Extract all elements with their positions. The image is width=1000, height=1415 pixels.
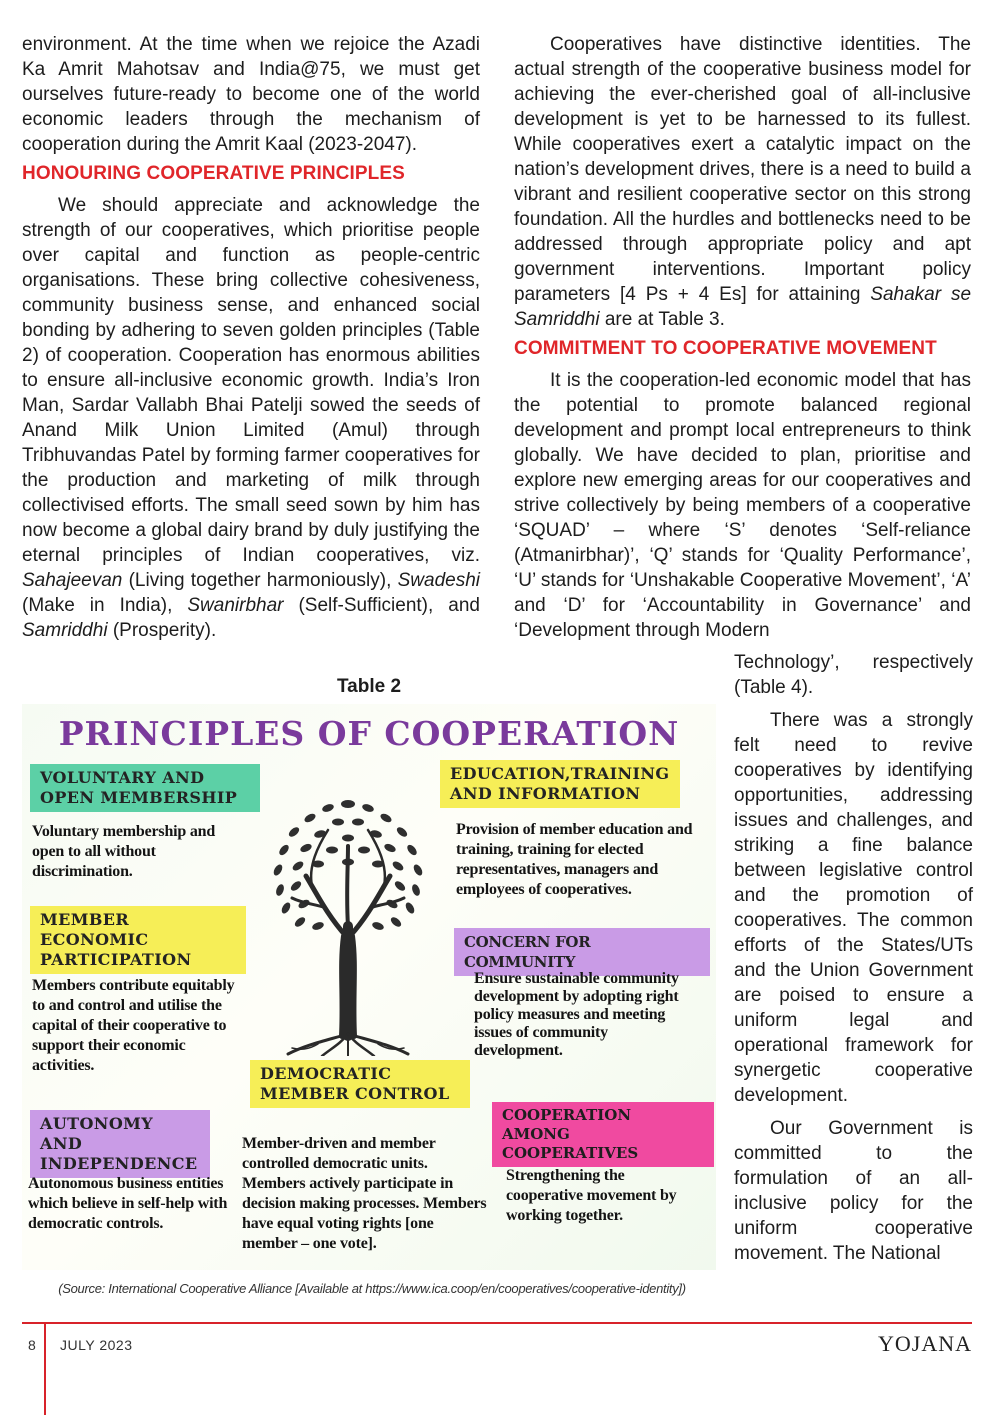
principle-tag-economic: MEMBER ECONOMIC PARTICIPATION: [30, 906, 246, 974]
narrow-paragraph-4: Our Government is committed to the formulation of an all-inclusive policy for the uniform cooperative movement. The National: [734, 1118, 973, 1264]
gloss-sahajeevan: (Living together harmoniously),: [122, 570, 398, 591]
principle-desc-concern: Ensure sustainable community development by adopting right policy measures and meeting issues of community development.: [474, 970, 679, 1059]
section-heading-commitment: COMMITMENT TO COOPERATIVE MOVEMENT: [514, 338, 937, 359]
magazine-name: YOJANA: [878, 1331, 972, 1356]
narrow-paragraph-tail: Technology’, respectively (Table 4).: [734, 652, 973, 698]
tree-icon: [248, 786, 448, 1056]
principle-desc-education: Provision of member education and training, training for elected representatives, managers and employees of cooperatives.: [456, 821, 693, 898]
term-swadeshi: Swadeshi: [397, 570, 480, 591]
right-column: [514, 32, 971, 643]
term-sahajeevan: Sahajeevan: [22, 570, 123, 591]
issue-date: JULY 2023: [60, 1337, 133, 1353]
principle-desc-autonomy: Autonomous business entities which believe in self-help with democratic controls.: [28, 1175, 228, 1232]
footer-rule: [22, 1322, 972, 1324]
principle-tag-education: EDUCATION,TRAINING AND INFORMATION: [440, 760, 680, 808]
footer-vertical-rule: [44, 1322, 46, 1415]
right-paragraph-2: It is the cooperation-led economic model that has the potential to promote balanced regional development and prompt local entrepreneurs to think globally. We have decided to plan, prioritise and explore new emerging areas for our cooperatives and strive collectively by being members of a cooperative ‘SQUAD’ – where ‘S’ denotes ‘Self-reliance (Atmanirbhar)’, ‘Q’ stands for ‘Quality Performance’, ‘U’ stands for ‘Unshakable Cooperative Movement’, ‘A’ and ‘D’ for ‘Accountability in Governance’ and ‘Development through Modern: [514, 370, 971, 641]
page-number: 8: [28, 1337, 36, 1353]
principle-tag-cooperation: COOPERATION AMONG COOPERATIVES: [492, 1102, 714, 1167]
term-sahakar-se-samriddhi: Sahakar se Samriddhi: [514, 284, 972, 330]
left-paragraph-2-text: We should appreciate and acknowledge the strength of our cooperatives, which prioritise people over capital and function as people-centric organisations. These bring collective cohesiveness, community business sense, and enhanced social bonding by adhering to seven golden principles (Table 2) of cooperation. Cooperation has enormous abilities to ensure all-inclusive economic growth. India’s Iron Man, Sardar Vallabh Bhai Patelji sowed the seeds of Anand Milk Union Limited (Amul) through Tribhuvandas Patel by forming farmer cooperatives for the production and marketing of milk through collectivised efforts. The small seed sown by him has now become a global dairy brand by duly justifying the eternal principles of Indian cooperatives, viz.: [22, 195, 480, 566]
principle-tag-voluntary: VOLUNTARY AND OPEN MEMBERSHIP: [30, 764, 260, 812]
principle-tag-democratic: DEMOCRATIC MEMBER CONTROL: [250, 1060, 470, 1108]
infographic-title: PRINCIPLES OF COOPERATION: [58, 714, 680, 753]
term-samriddhi: Samriddhi: [22, 620, 108, 641]
gloss-swanirbhar: (Self-Sufficient), and: [283, 595, 480, 616]
narrow-column: [734, 650, 973, 1266]
principle-tag-concern: CONCERN FOR COMMUNITY: [454, 928, 710, 976]
gloss-swadeshi: (Make in India),: [22, 595, 188, 616]
term-swanirbhar: Swanirbhar: [187, 595, 284, 616]
section-heading-honouring: HONOURING COOPERATIVE PRINCIPLES: [22, 163, 405, 184]
right-paragraph-1-end: are at Table 3.: [599, 309, 725, 330]
principle-desc-economic: Members contribute equitably to and control and utilise the capital of their cooperative to support their economic activities.: [32, 977, 235, 1074]
table-source-note: (Source: International Cooperative Alliance [Available at https://www.ica.coop/en/cooperatives/cooperative-identity]): [58, 1281, 686, 1296]
left-paragraph-2: [22, 193, 480, 643]
principle-tag-autonomy: AUTONOMY AND INDEPENDENCE: [30, 1110, 210, 1178]
principles-infographic: [22, 704, 716, 1270]
left-paragraph-1: environment. At the time when we rejoice the Azadi Ka Amrit Mahotsav and India@75, we must get ourselves future-ready to become one of the world economic leaders through the mechanism of cooperation during the Amrit Kaal (2023-2047).: [22, 34, 480, 155]
principle-desc-cooperation: Strengthening the cooperative movement by working together.: [506, 1167, 677, 1224]
right-paragraph-1-text: Cooperatives have distinctive identities. The actual strength of the cooperative business model for achieving the ever-cherished goal of all-inclusive development is yet to be harnessed to its fullest. While cooperatives exert a catalytic impact on the nation’s development drives, there is a need to build a vibrant and resilient cooperative sector on this strong foundation. All the hurdles and bottlenecks need to be addressed through appropriate policy and apt government interventions. Important policy parameters [4 Ps + 4 Es] for attaining: [514, 34, 971, 305]
table-caption: Table 2: [336, 676, 402, 697]
narrow-paragraph-3: There was a strongly felt need to revive cooperatives by identifying opportunities, addressing issues and challenges, and striking a fine balance between legislative control and the promotion of cooperatives. The common efforts of the States/UTs and the Union Government are poised to ensure a uniform legal and operational framework for synergetic cooperative development.: [734, 710, 973, 1106]
left-column: [22, 32, 480, 643]
principle-desc-democratic: Member-driven and member controlled democratic units. Members actively participate in decision making processes. Members have equal voting rights [one member – one vote].: [242, 1135, 487, 1252]
gloss-samriddhi: (Prosperity).: [107, 620, 217, 641]
right-paragraph-1: [514, 32, 971, 332]
principle-desc-voluntary: Voluntary membership and open to all without discrimination.: [32, 823, 216, 880]
